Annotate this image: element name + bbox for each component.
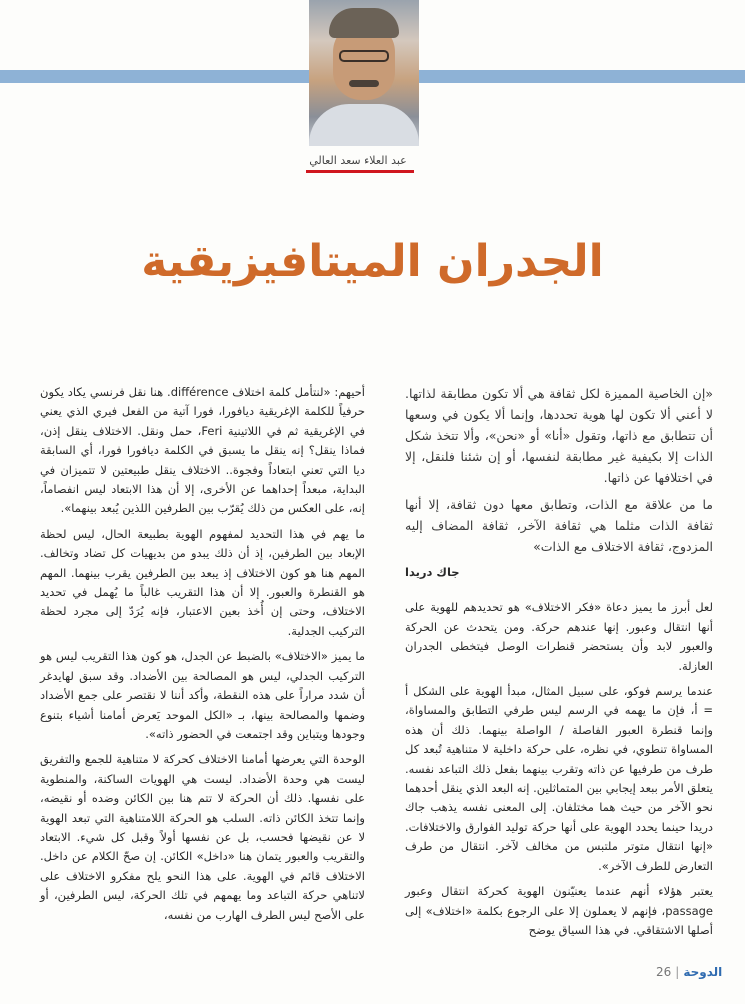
- paragraph: يعتبر هؤلاء أنهم عندما يعنيّنون الهوية كحركة انتقال وعبور passage، فإنهم لا يعملون إلا على الرجوع بكلمة «اختلاف» إلى أصلها الاشتقاقي. في هذا السياق يوضح: [405, 884, 713, 937]
- column-left: [40, 383, 365, 931]
- magazine-name: الدوحة: [683, 965, 723, 979]
- photo-hair-shape: [329, 8, 399, 38]
- paragraph: لعل أبرز ما يميز دعاة «فكر الاختلاف» هو تحديدهم للهوية على أنها انتقال وعبور. إنها عندهم حركة. ومن يتحدث عن الحركة والعبور لابد وأن يستحضر قنطرات الوصل فيتخطى الجدران العازلة.: [405, 600, 713, 673]
- author-name: عبد العلاء سعد العالي: [309, 154, 407, 167]
- epigraph-quote: «إن الخاصية المميزة لكل ثقافة هي ألا تكون مطابقة لذاتها. لا أعني ألا تكون لها هوية تحددها، وإنما ألا يكون في وسعها أن تتطابق مع ذاتها، وتقول «أنا» أو «نحن»، وألا تتخذ شكل الذات إلا بكيفية غير مطابقة لنفسها، أو إن شئنا فلنقل، إلا في اختلافها عن ذاتها.: [405, 386, 713, 485]
- paragraph: ما يميز «الاختلاف» بالضبط عن الجدل، هو كون هذا التقريب ليس هو التركيب الجدلي، ليس هو المصالحة بين الأضداد. وقد سبق لهايدغر أن شدد مراراً على هذه النقطة، وأكد أننا لا نقتصر على جمع الأضداد وضمها والمصالحة بينها، بـ «الكل الموحد يَعرض أمامنا أشياء بتنوع وجودها ويتباين وقد اجتمعت في الحضور ذاته».: [40, 649, 365, 741]
- epigraph-signature: جاك دريدا: [405, 565, 460, 579]
- epigraph-quote-continued: ما من علاقة مع الذات، وتطابق معها دون ثقافة، إلا أنها ثقافة الذات مثلما هي ثقافة الآخر، ثقافة المضاف إليه المزدوج، ثقافة الاختلاف مع الذات»: [405, 497, 713, 554]
- paragraph: أحيهم: «لنتأمل كلمة اختلاف différence. هنا نقل فرنسي يكاد يكون حرفياً للكلمة الإغريقية ديافورا، فورا آتية من الفعل فيري الذي يعني في الإغريقية ثم في اللاتينية Feri، حمل ونقل. الاختلاف ينقل إذن، فماذا ينقل؟ إنه ينقل ما يسبق في الكلمة ديافورا فورا، أي السابقة ديا التي تعني ابتعاداً وفجوة.. الاختلاف ينقل طبيعتين لا تتميزان في البداية، مبعداً إحداهما عن الأخرى، إلا أن هذا الابتعاد ليس انفصاماً، إنه، على العكس من ذلك يُقرّب بين الطرفين اللذين يُبعد بينهما».: [40, 385, 365, 516]
- page-footer: [656, 965, 722, 979]
- column-right: [405, 383, 713, 946]
- photo-mustache-shape: [349, 80, 379, 87]
- author-photo: [309, 0, 419, 146]
- page-number: 26: [656, 965, 672, 979]
- author-underline: [306, 170, 414, 173]
- paragraph: عندما يرسم فوكو، على سبيل المثال، مبدأ الهوية على الشكل أ = أ، فإن ما يهمه في الرسم ليس طرفي التطابق والمساواة، وإنما قنطرة العبور الفاصلة / الواصلة بينهما. ذلك أن هذه المساواة تنطوي، في نظره، على حركة داخلية لا متناهية تُبعد كل طرف من طرفيها عن ذاته وتقرب بينهما بفعل ذلك التباعد نفسه. يتعلق الأمر ببعد إيجابي بين المتماثلين. إنه البعد الذي ينقل أحدهما نحو الآخر من حيث هما مختلفان. إلى المعنى نفسه يذهب جاك دريدا حينما يحدد الهوية على أنها حركة توليد الفوارق والاختلافات. «إنها انتقال متوتر ملتبس من مخالف لآخر. انتقال من طرف التعارض للطرف الآخر».: [405, 684, 713, 873]
- paragraph: ما يهم في هذا التحديد لمفهوم الهوية بطبيعة الحال، ليس لحظة الإبعاد بين الطرفين، إذ أن ذلك يبدو من بديهيات كل تضاد وتخالف. المهم هنا هو كون الاختلاف إذ يبعد بين الطرفين يقرب بينهما. المهم هو القنطرة والعبور. إلا أن هذا التقريب غالباً ما يُهمل في تحديد الاختلاف، وحتى إن أُخذ بعين الاعتبار، فإنه يُرَدّ إلى مجرد لحظة التركيب الجدلية.: [40, 526, 365, 638]
- paragraph: الوحدة التي يعرضها أمامنا الاختلاف كحركة لا متناهية للجمع والتفريق ليست هي وحدة الأضداد. ليست هي الهويات الساكنة، والمنطوية على نفسها. ذلك أن الحركة لا تتم هنا بين الكائن وضده أو نقيضه، وإنما تتخذ الكائن ذاته. السلب هو الحركة اللامتناهية التي تبعد الهوية لا عن نقيضها فحسب، بل عن نفسها أولاً وقبل كل شيء. الابتعاد والتقريب والعبور يتمان هنا «داخل» الكائن. إن صحّ الكلام عن داخل. الاختلاف قائم في الهوية. على هذا النحو يلح مفكرو الاختلاف على لاتناهي حركة التباعد وما يهمهم في تلك الحركة، ليس الطرفين، أو على الأصح ليس الطرف الهارب من نفسه،: [40, 752, 365, 922]
- photo-shirt-shape: [309, 104, 419, 146]
- footer-separator: |: [675, 965, 680, 979]
- article-title: الجدران الميتافيزيقية: [141, 236, 604, 287]
- photo-glasses-shape: [339, 50, 389, 62]
